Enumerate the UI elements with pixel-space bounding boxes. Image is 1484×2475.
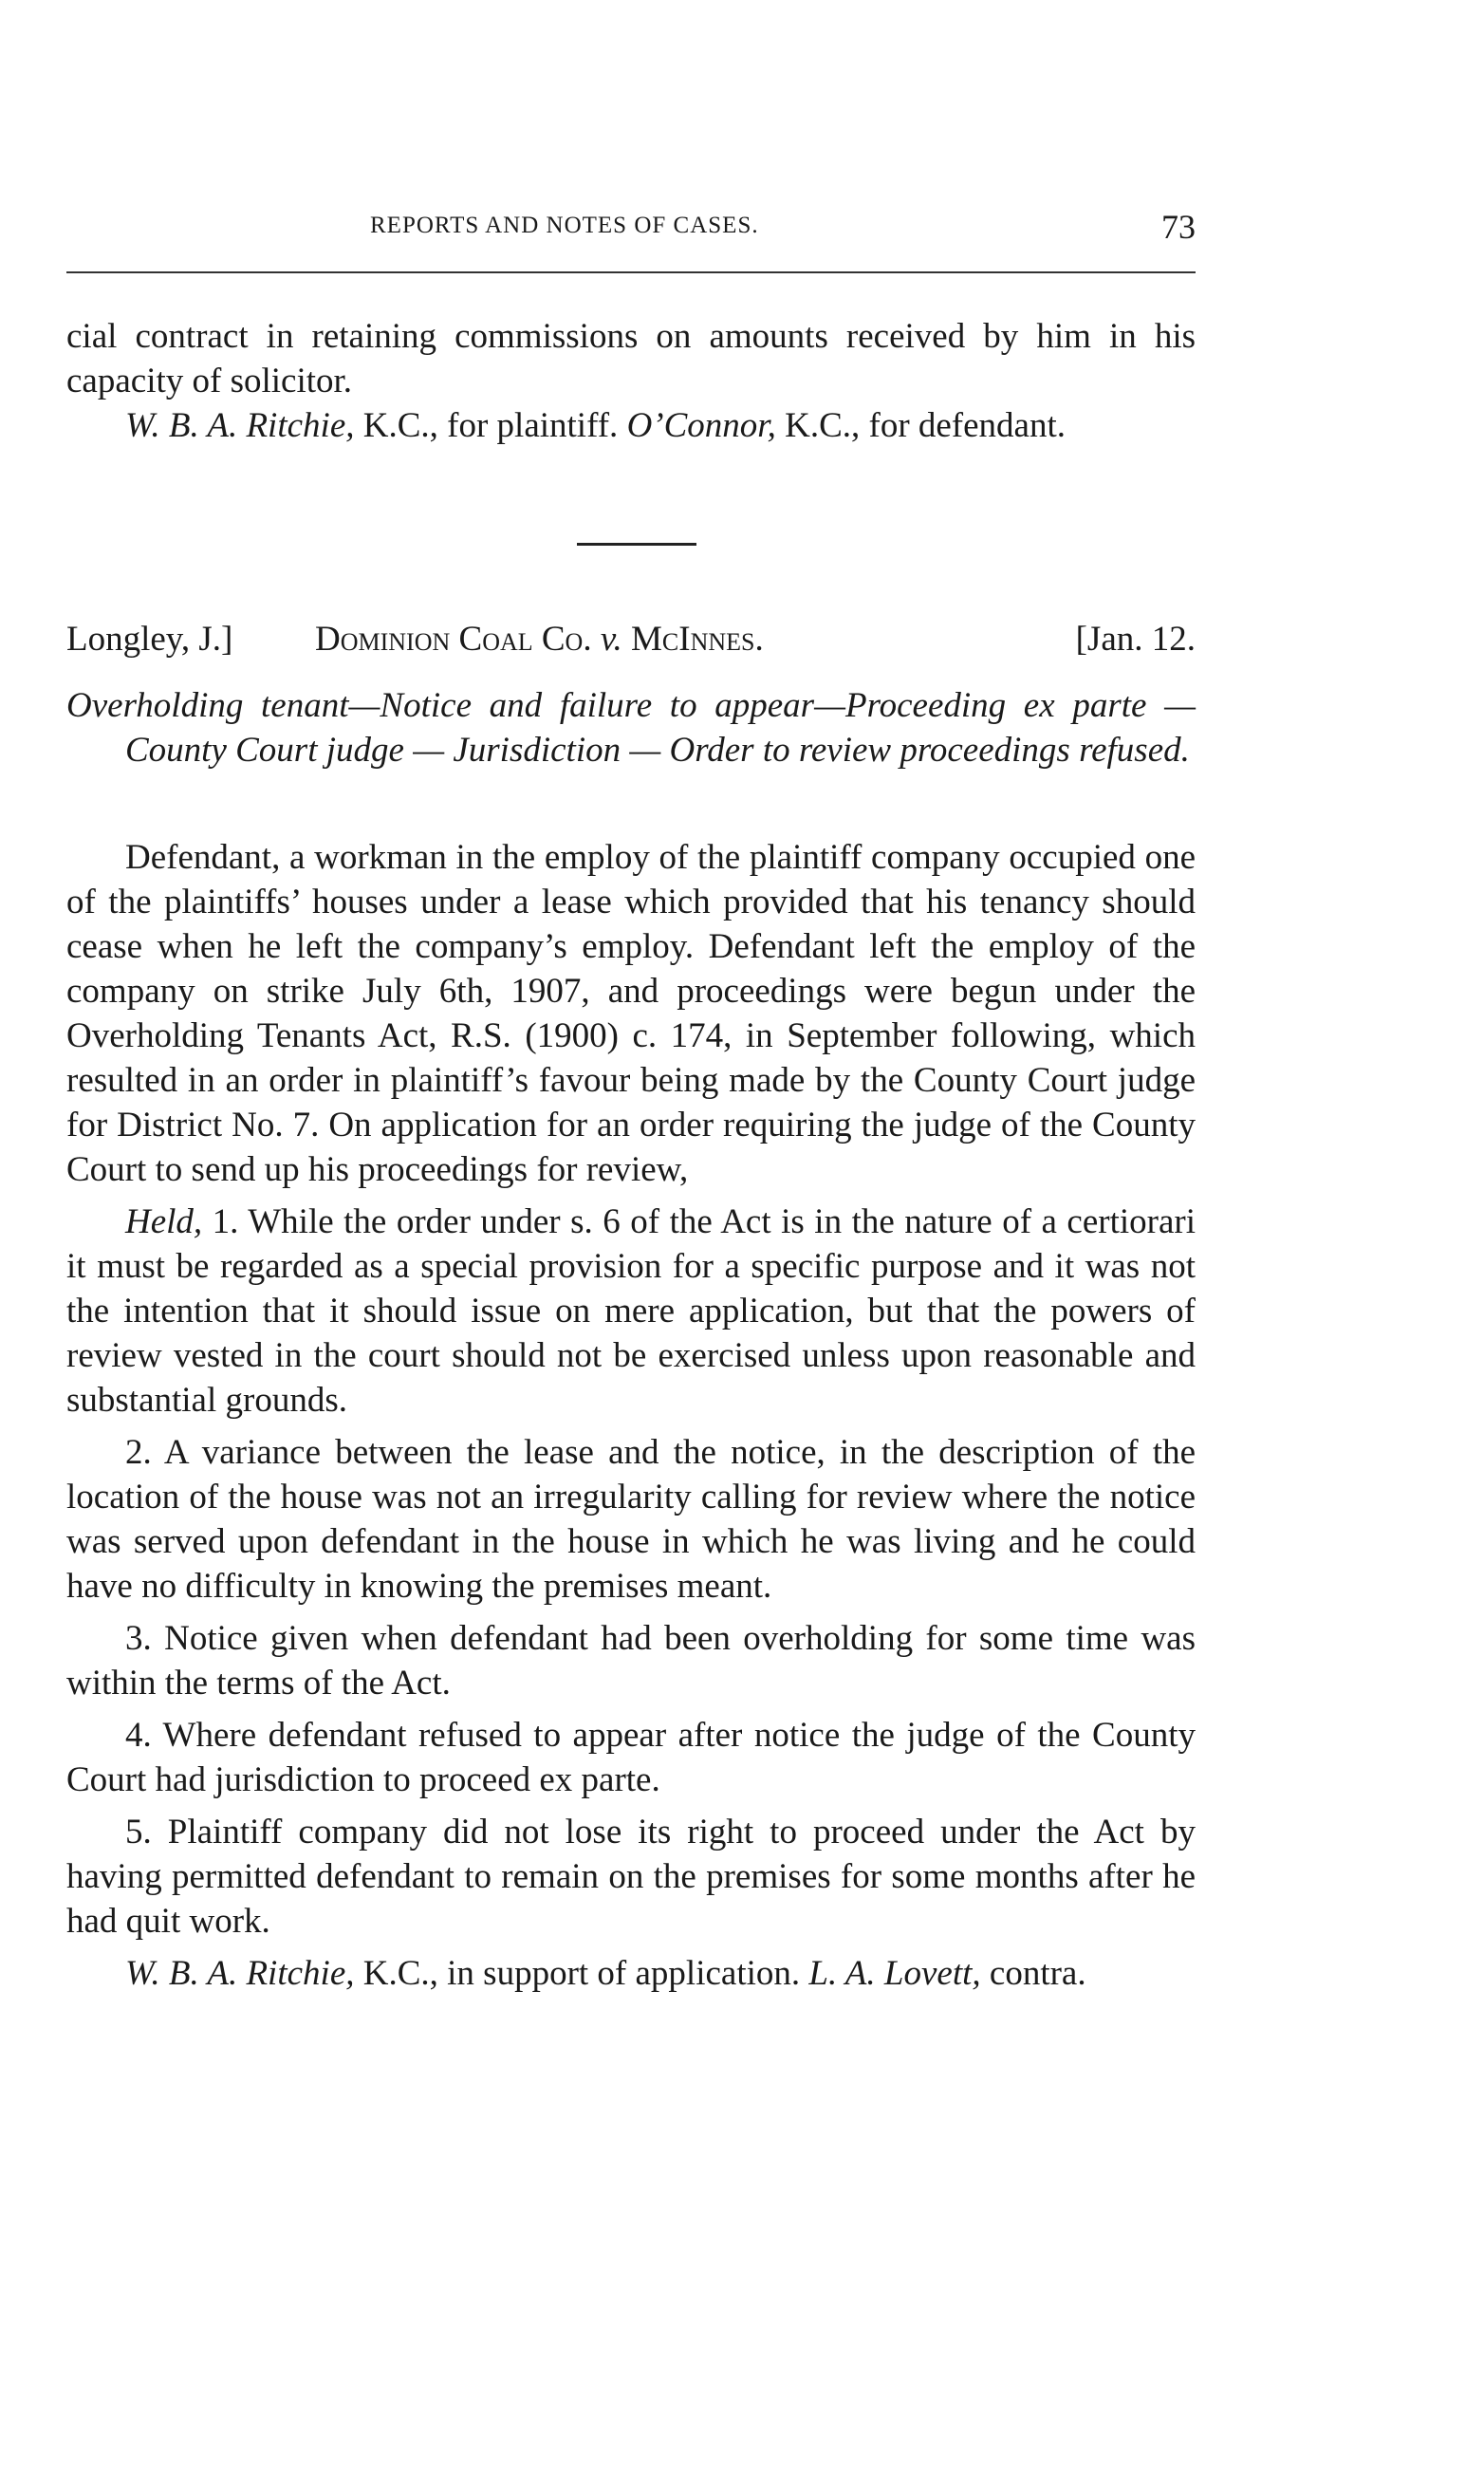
counsel-role: K.C., for defendant. [775, 406, 1067, 445]
counsel-name: O’Connor, [626, 406, 776, 445]
running-head [66, 207, 1196, 245]
case-party-plaintiff: Dominion Coal Co. [315, 620, 592, 659]
case-date: [Jan. 12. [1075, 620, 1196, 659]
case-counsel [66, 1951, 1196, 1996]
held-text: 1. While the order under s. 6 of the Act is in the nature of a certiorari it must be regarded as a special provision for a specific purpose and it was not the intention that it should issue on mere application, but that the powers of review vested in the court should not be exercised unless upon reasonable and substantial grounds. [66, 1202, 1196, 1420]
case-versus: v. [591, 620, 622, 659]
case-body [66, 835, 1196, 2003]
held-paragraph-3: 3. Notice given when defendant had been overholding for some time was within the terms of the Act. [66, 1619, 1196, 1703]
counsel-role: K.C., for plaintiff. [354, 406, 627, 445]
judge-name: Longley, J.] [66, 620, 233, 659]
counsel-name: W. B. A. Ritchie, [125, 406, 355, 445]
case-headnote: Overholding tenant—Notice and failure to appear—Proceeding ex parte — County Court judge — Jurisdiction — Order to review proceedings refused. [66, 686, 1196, 770]
counsel-name: W. B. A. Ritchie, [125, 1954, 355, 1993]
counsel-role: K.C., in support of application. [354, 1954, 809, 1993]
case-name [315, 617, 764, 661]
held-paragraph-1 [66, 1200, 1196, 1423]
running-title: REPORTS AND NOTES OF CASES. [370, 213, 759, 238]
page-number: 73 [1161, 208, 1196, 246]
counsel-name: L. A. Lovett, [808, 1954, 981, 1993]
previous-case-ending [66, 314, 1196, 448]
case-separator-rule [577, 543, 696, 546]
held-paragraph-4: 4. Where defendant refused to appear after notice the judge of the County Court had jurisdiction to proceed ex parte. [66, 1716, 1196, 1799]
continuation-paragraph: cial contract in retaining commissions on amounts received by him in his capacity of solicitor. [66, 317, 1196, 400]
held-paragraph-5: 5. Plaintiff company did not lose its right to proceed under the Act by having permitted defendant to remain on the premises for some months after he had quit work. [66, 1813, 1196, 1941]
facts-paragraph: Defendant, a workman in the employ of the plaintiff company occupied one of the plaintiffs’ houses under a lease which provided that his tenancy should cease when he left the company’s employ. Defendant left the employ of the company on strike July 6th, 1907, and proceedings were begun under the Overholding Tenants Act, R.S. (1900) c. 174, in September following, which resulted in an order in plaintiff’s favour being made by the County Court judge for District No. 7. On application for an order requiring the judge of the County Court to send up his proceedings for review, [66, 838, 1196, 1189]
case-party-defendant: McInnes. [621, 620, 764, 659]
previous-case-counsel [66, 403, 1196, 448]
counsel-role: contra. [980, 1954, 1086, 1993]
held-label: Held, [125, 1202, 203, 1241]
header-rule [66, 271, 1196, 273]
held-paragraph-2: 2. A variance between the lease and the notice, in the description of the location of the house was not an irregularity calling for review where the notice was served upon defendant in the house in which he was living and he could have no difficulty in knowing the premises meant. [66, 1433, 1196, 1606]
